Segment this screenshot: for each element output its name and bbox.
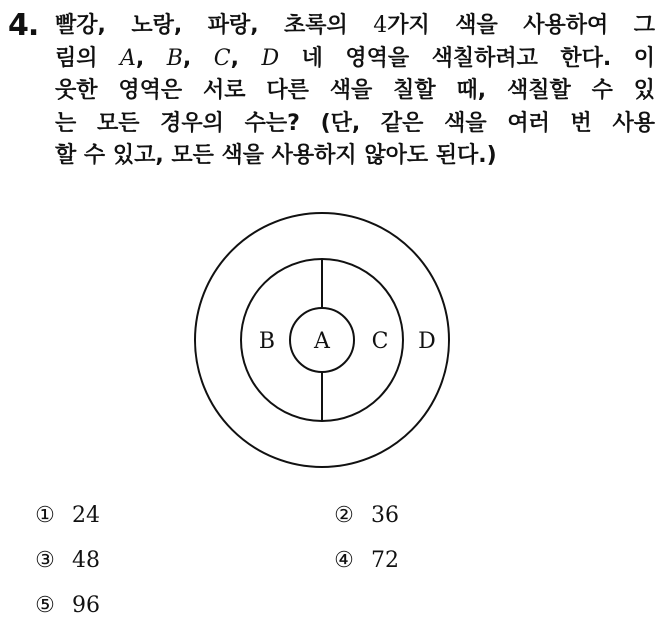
- text-run: 는 모든 경우의 수는? (단, 같은 색을 여러 번 사용: [55, 110, 655, 136]
- question-line: [55, 10, 655, 43]
- question-text: [55, 10, 655, 173]
- choice-mark-1: ①: [35, 502, 55, 528]
- choice-value-5: 96: [72, 593, 100, 618]
- choice-value-1: 24: [72, 503, 100, 528]
- choice-2[interactable]: [333, 503, 399, 528]
- text-run: 할 수 있고, 모든 색을 사용하지 않아도 된다.): [55, 143, 497, 168]
- region-label-b: B: [258, 329, 276, 354]
- region-label-a: A: [314, 329, 330, 354]
- choice-4[interactable]: [333, 548, 399, 573]
- text-run: 가지 색을 사용하여 그: [387, 13, 655, 38]
- region-label-d: D: [418, 329, 436, 354]
- choice-1[interactable]: [34, 503, 100, 528]
- question-number: 4.: [8, 8, 39, 43]
- choice-5[interactable]: [34, 593, 100, 618]
- region-label-c: C: [371, 329, 389, 354]
- question-line: [55, 140, 655, 173]
- question-line: [55, 108, 655, 141]
- choice-value-3: 48: [72, 548, 100, 573]
- text-run: ,: [135, 45, 167, 71]
- math-variable: C: [213, 45, 231, 71]
- text-run: 웃한 영역은 서로 다른 색을 칠할 때, 색칠할 수 있: [55, 78, 655, 103]
- text-run: ,: [182, 45, 214, 71]
- choice-3[interactable]: [34, 548, 100, 573]
- math-variable: A: [120, 45, 136, 71]
- choice-mark-5: ⑤: [35, 592, 55, 618]
- choice-mark-3: ③: [35, 547, 55, 573]
- question-line: [55, 75, 655, 108]
- math-variable: D: [261, 45, 280, 71]
- math-variable: B: [166, 45, 183, 71]
- choice-mark-2: ②: [334, 502, 354, 528]
- choice-mark-4: ④: [334, 547, 354, 573]
- text-run: 빨강, 노랑, 파랑, 초록의: [55, 13, 374, 38]
- choice-value-2: 36: [371, 503, 399, 528]
- text-run: 림의: [55, 45, 120, 71]
- text-run: 네 영역을 색칠하려고 한다. 이: [279, 45, 655, 71]
- text-run: 4: [373, 13, 388, 38]
- choice-value-4: 72: [371, 548, 399, 573]
- region-diagram: [190, 210, 460, 480]
- text-run: ,: [230, 45, 262, 71]
- question-line: [55, 43, 655, 76]
